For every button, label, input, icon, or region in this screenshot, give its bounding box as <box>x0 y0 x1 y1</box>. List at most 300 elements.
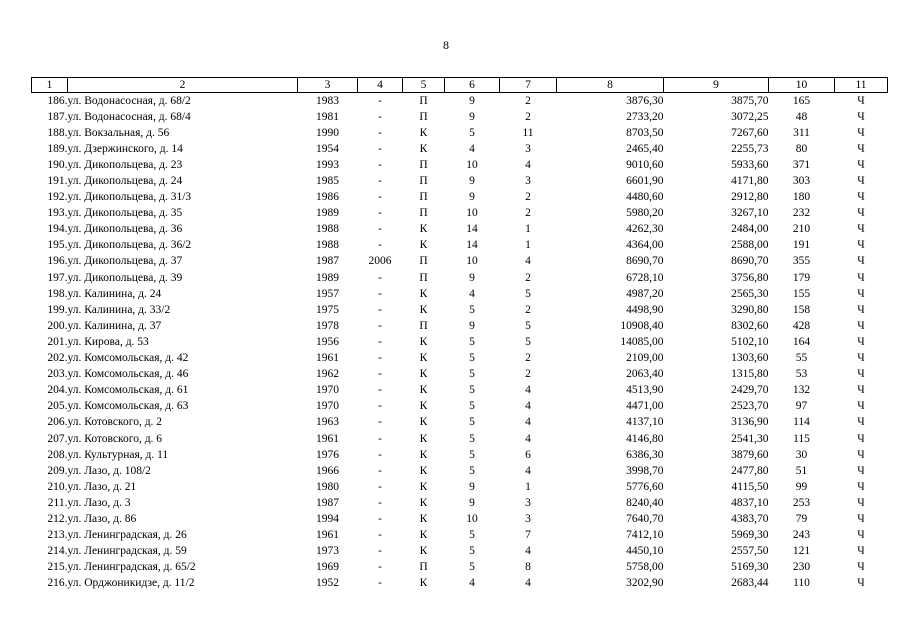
ownership-cell: Ч <box>857 464 865 477</box>
residents-cell: 53 <box>795 368 808 381</box>
year-renovated-cell: - <box>378 432 382 445</box>
floors-cell: 5 <box>469 464 475 477</box>
row-number-cell: 206. <box>47 416 68 429</box>
wall-material-cell: К <box>419 432 428 445</box>
entrances-cell: 5 <box>525 335 531 348</box>
header-row <box>32 78 888 93</box>
residents-cell: 110 <box>793 577 810 590</box>
wall-material-cell: К <box>419 416 428 429</box>
year-renovated-cell: - <box>378 384 382 397</box>
ownership-cell: Ч <box>857 384 865 397</box>
residents-cell: 121 <box>792 545 811 558</box>
column-header: 11 <box>835 78 888 93</box>
table-row <box>32 270 888 286</box>
address-cell: ул. Ленинградская, д. 65/2 <box>67 561 196 574</box>
living-area-cell: 8302,60 <box>731 319 769 332</box>
address-cell: ул. Комсомольская, д. 63 <box>67 400 189 413</box>
residents-cell: 165 <box>792 94 811 107</box>
year-built-cell: 1957 <box>316 287 339 300</box>
floors-cell: 5 <box>469 545 475 558</box>
ownership-cell: Ч <box>857 158 865 171</box>
address-cell: ул. Дикопольцева, д. 36 <box>67 223 183 236</box>
table-row <box>32 238 888 254</box>
year-built-cell: 1993 <box>316 158 339 171</box>
residents-cell: 115 <box>793 432 810 445</box>
floors-cell: 5 <box>469 400 475 413</box>
table-row <box>32 415 888 431</box>
wall-material-cell: К <box>419 545 428 558</box>
entrances-cell: 4 <box>525 255 531 268</box>
year-renovated-cell: - <box>378 561 382 574</box>
table-row <box>32 495 888 511</box>
ownership-cell: Ч <box>857 126 865 139</box>
table-row <box>32 334 888 350</box>
wall-material-cell: П <box>419 207 428 220</box>
entrances-cell: 2 <box>525 207 531 220</box>
address-cell: ул. Культурная, д. 11 <box>67 448 169 461</box>
entrances-cell: 2 <box>525 352 531 365</box>
address-cell: ул. Лазо, д. 3 <box>67 496 131 509</box>
living-area-cell: 5969,30 <box>731 529 769 542</box>
address-cell: ул. Калинина, д. 37 <box>67 319 162 332</box>
row-number-cell: 192. <box>47 191 68 204</box>
table-row <box>32 190 888 206</box>
year-built-cell: 1985 <box>316 175 339 188</box>
ownership-cell: Ч <box>857 448 865 461</box>
total-area-cell: 5758,00 <box>626 561 664 574</box>
row-number-cell: 211. <box>47 496 68 509</box>
year-renovated-cell: - <box>378 352 382 365</box>
floors-cell: 9 <box>469 191 475 204</box>
living-area-cell: 2255,73 <box>731 142 769 155</box>
year-renovated-cell: - <box>378 319 382 332</box>
year-built-cell: 1989 <box>316 207 339 220</box>
year-renovated-cell: - <box>378 545 382 558</box>
table-row <box>32 576 888 592</box>
living-area-cell: 2557,50 <box>731 545 769 558</box>
wall-material-cell: К <box>419 464 428 477</box>
address-cell: ул. Дикопольцева, д. 39 <box>67 271 183 284</box>
residents-cell: 158 <box>792 303 811 316</box>
entrances-cell: 2 <box>525 271 531 284</box>
residents-cell: 191 <box>792 239 811 252</box>
living-area-cell: 8690,70 <box>731 255 769 268</box>
total-area-cell: 4262,30 <box>626 223 664 236</box>
address-cell: ул. Дикопольцева, д. 24 <box>67 175 183 188</box>
total-area-cell: 7412,10 <box>626 529 664 542</box>
entrances-cell: 6 <box>525 448 531 461</box>
floors-cell: 9 <box>469 319 475 332</box>
ownership-cell: Ч <box>857 303 865 316</box>
floors-cell: 10 <box>466 158 478 171</box>
floors-cell: 5 <box>469 448 475 461</box>
row-number-cell: 200. <box>47 319 68 332</box>
table-row <box>32 544 888 560</box>
entrances-cell: 1 <box>525 223 531 236</box>
total-area-cell: 2063,40 <box>626 368 664 381</box>
year-built-cell: 1981 <box>316 110 339 123</box>
floors-cell: 9 <box>469 271 475 284</box>
ownership-cell: Ч <box>857 335 865 348</box>
entrances-cell: 4 <box>525 416 531 429</box>
table-row <box>32 157 888 173</box>
address-cell: ул. Орджоникидзе, д. 11/2 <box>67 577 195 590</box>
address-cell: ул. Дикопольцева, д. 37 <box>67 255 183 268</box>
address-cell: ул. Котовского, д. 6 <box>67 432 163 445</box>
living-area-cell: 4837,10 <box>731 496 769 509</box>
table-row <box>32 479 888 495</box>
residents-cell: 428 <box>792 319 811 332</box>
entrances-cell: 1 <box>525 480 531 493</box>
table-row <box>32 560 888 576</box>
year-built-cell: 1988 <box>316 239 339 252</box>
living-area-cell: 2477,80 <box>731 464 769 477</box>
row-number-cell: 210. <box>47 480 68 493</box>
wall-material-cell: К <box>419 529 428 542</box>
residents-cell: 80 <box>795 142 808 155</box>
ownership-cell: Ч <box>857 142 865 155</box>
residents-cell: 164 <box>792 335 811 348</box>
total-area-cell: 4480,60 <box>626 191 664 204</box>
living-area-cell: 2523,70 <box>731 400 769 413</box>
year-built-cell: 1970 <box>316 384 339 397</box>
wall-material-cell: К <box>419 303 428 316</box>
address-cell: ул. Комсомольская, д. 61 <box>67 384 189 397</box>
table-row <box>32 222 888 238</box>
entrances-cell: 3 <box>525 175 531 188</box>
year-built-cell: 1973 <box>316 545 339 558</box>
floors-cell: 5 <box>469 416 475 429</box>
table-row <box>32 318 888 334</box>
address-cell: ул. Дикопольцева, д. 23 <box>67 158 183 171</box>
year-renovated-cell: - <box>378 110 382 123</box>
row-number-cell: 212. <box>47 512 68 525</box>
year-built-cell: 1978 <box>316 319 339 332</box>
living-area-cell: 2683,44 <box>731 577 769 590</box>
entrances-cell: 4 <box>525 158 531 171</box>
total-area-cell: 4364,00 <box>626 239 664 252</box>
year-built-cell: 1970 <box>316 400 339 413</box>
address-cell: ул. Комсомольская, д. 46 <box>67 368 189 381</box>
wall-material-cell: П <box>419 561 428 574</box>
living-area-cell: 2588,00 <box>731 239 769 252</box>
address-cell: ул. Лазо, д. 108/2 <box>67 464 151 477</box>
row-number-cell: 209. <box>47 464 68 477</box>
living-area-cell: 3756,80 <box>731 271 769 284</box>
entrances-cell: 3 <box>525 142 531 155</box>
column-header: 7 <box>500 78 557 93</box>
address-cell: ул. Ленинградская, д. 59 <box>67 545 187 558</box>
row-number-cell: 196. <box>47 255 68 268</box>
floors-cell: 5 <box>469 126 475 139</box>
table-row <box>32 447 888 463</box>
living-area-cell: 4171,80 <box>731 175 769 188</box>
total-area-cell: 4471,00 <box>626 400 664 413</box>
year-renovated-cell: - <box>378 303 382 316</box>
year-renovated-cell: - <box>378 368 382 381</box>
living-area-cell: 3879,60 <box>731 448 769 461</box>
floors-cell: 5 <box>469 368 475 381</box>
table-body <box>32 93 888 592</box>
column-header: 5 <box>403 78 445 93</box>
entrances-cell: 1 <box>525 239 531 252</box>
year-built-cell: 1987 <box>316 255 339 268</box>
table-row <box>32 206 888 222</box>
total-area-cell: 4513,90 <box>626 384 664 397</box>
year-built-cell: 1990 <box>316 126 339 139</box>
ownership-cell: Ч <box>857 271 865 284</box>
living-area-cell: 2912,80 <box>731 191 769 204</box>
year-renovated-cell: - <box>378 239 382 252</box>
address-cell: ул. Дзержинского, д. 14 <box>67 142 183 155</box>
year-renovated-cell: - <box>378 416 382 429</box>
ownership-cell: Ч <box>857 496 865 509</box>
living-area-cell: 7267,60 <box>731 126 769 139</box>
row-number-cell: 202. <box>47 352 68 365</box>
floors-cell: 10 <box>466 255 478 268</box>
table-row <box>32 141 888 157</box>
wall-material-cell: П <box>419 110 428 123</box>
total-area-cell: 8703,50 <box>626 126 664 139</box>
column-header: 3 <box>298 78 358 93</box>
year-renovated-cell: - <box>378 464 382 477</box>
year-built-cell: 1986 <box>316 191 339 204</box>
table-row <box>32 511 888 527</box>
residents-cell: 355 <box>792 255 811 268</box>
year-renovated-cell: - <box>378 448 382 461</box>
address-cell: ул. Ленинградская, д. 26 <box>67 529 187 542</box>
year-renovated-cell: - <box>378 480 382 493</box>
table-row <box>32 431 888 447</box>
floors-cell: 4 <box>469 577 475 590</box>
wall-material-cell: К <box>419 384 428 397</box>
year-renovated-cell: - <box>378 207 382 220</box>
floors-cell: 9 <box>469 175 475 188</box>
year-built-cell: 1976 <box>316 448 339 461</box>
residents-cell: 99 <box>795 480 808 493</box>
row-number-cell: 216. <box>47 577 68 590</box>
floors-cell: 10 <box>466 512 478 525</box>
year-renovated-cell: - <box>378 223 382 236</box>
address-cell: ул. Лазо, д. 86 <box>67 512 137 525</box>
residents-cell: 371 <box>792 158 811 171</box>
year-renovated-cell: - <box>378 512 382 525</box>
year-built-cell: 1961 <box>316 432 339 445</box>
floors-cell: 10 <box>466 207 478 220</box>
total-area-cell: 5980,20 <box>626 207 664 220</box>
floors-cell: 5 <box>469 303 475 316</box>
residents-cell: 79 <box>795 512 808 525</box>
total-area-cell: 2109,00 <box>626 352 664 365</box>
year-built-cell: 1994 <box>316 512 339 525</box>
year-renovated-cell: - <box>378 577 382 590</box>
floors-cell: 5 <box>469 335 475 348</box>
year-renovated-cell: - <box>378 529 382 542</box>
living-area-cell: 4383,70 <box>731 512 769 525</box>
entrances-cell: 4 <box>525 545 531 558</box>
ownership-cell: Ч <box>857 416 865 429</box>
living-area-cell: 2429,70 <box>731 384 769 397</box>
row-number-cell: 208. <box>47 448 68 461</box>
floors-cell: 9 <box>469 94 475 107</box>
address-cell: ул. Вокзальная, д. 56 <box>67 126 170 139</box>
year-built-cell: 1988 <box>316 223 339 236</box>
table-row <box>32 173 888 189</box>
year-built-cell: 1963 <box>316 416 339 429</box>
living-area-cell: 2541,30 <box>731 432 769 445</box>
year-built-cell: 1961 <box>316 352 339 365</box>
residents-cell: 303 <box>792 175 811 188</box>
year-built-cell: 1987 <box>316 496 339 509</box>
total-area-cell: 3998,70 <box>626 464 664 477</box>
total-area-cell: 3876,30 <box>626 94 664 107</box>
ownership-cell: Ч <box>857 400 865 413</box>
year-built-cell: 1966 <box>316 464 339 477</box>
wall-material-cell: П <box>419 255 428 268</box>
ownership-cell: Ч <box>857 352 865 365</box>
housing-registry-table <box>31 77 888 592</box>
floors-cell: 5 <box>469 432 475 445</box>
wall-material-cell: К <box>419 577 428 590</box>
wall-material-cell: К <box>419 512 428 525</box>
entrances-cell: 2 <box>525 110 531 123</box>
year-built-cell: 1980 <box>316 480 339 493</box>
column-header: 4 <box>358 78 403 93</box>
entrances-cell: 4 <box>525 432 531 445</box>
year-built-cell: 1983 <box>316 94 339 107</box>
year-renovated-cell: - <box>378 400 382 413</box>
entrances-cell: 11 <box>522 126 534 139</box>
row-number-cell: 198. <box>47 287 68 300</box>
entrances-cell: 8 <box>525 561 531 574</box>
total-area-cell: 6728,10 <box>626 271 664 284</box>
total-area-cell: 6386,30 <box>626 448 664 461</box>
table-row <box>32 125 888 141</box>
residents-cell: 97 <box>795 400 808 413</box>
living-area-cell: 4115,50 <box>731 480 769 493</box>
total-area-cell: 5776,60 <box>626 480 664 493</box>
row-number-cell: 214. <box>47 545 68 558</box>
row-number-cell: 187. <box>47 110 68 123</box>
year-renovated-cell: - <box>378 191 382 204</box>
ownership-cell: Ч <box>857 319 865 332</box>
residents-cell: 48 <box>795 110 808 123</box>
entrances-cell: 4 <box>525 464 531 477</box>
residents-cell: 132 <box>792 384 811 397</box>
residents-cell: 179 <box>792 271 811 284</box>
total-area-cell: 2733,20 <box>626 110 664 123</box>
address-cell: ул. Калинина, д. 33/2 <box>67 303 171 316</box>
row-number-cell: 201. <box>47 335 68 348</box>
living-area-cell: 5933,60 <box>731 158 769 171</box>
year-built-cell: 1961 <box>316 529 339 542</box>
ownership-cell: Ч <box>857 287 865 300</box>
ownership-cell: Ч <box>857 545 865 558</box>
entrances-cell: 2 <box>525 94 531 107</box>
total-area-cell: 4146,80 <box>626 432 664 445</box>
wall-material-cell: К <box>419 126 428 139</box>
residents-cell: 155 <box>792 287 811 300</box>
row-number-cell: 205. <box>47 400 68 413</box>
table-row <box>32 286 888 302</box>
table-row <box>32 351 888 367</box>
column-header: 6 <box>445 78 500 93</box>
year-renovated-cell: - <box>378 158 382 171</box>
ownership-cell: Ч <box>857 175 865 188</box>
living-area-cell: 1315,80 <box>731 368 769 381</box>
living-area-cell: 5169,30 <box>731 561 769 574</box>
floors-cell: 5 <box>469 352 475 365</box>
wall-material-cell: К <box>419 239 428 252</box>
ownership-cell: Ч <box>857 255 865 268</box>
wall-material-cell: П <box>419 271 428 284</box>
year-renovated-cell: - <box>378 126 382 139</box>
residents-cell: 243 <box>792 529 811 542</box>
address-cell: ул. Комсомольская, д. 42 <box>67 352 189 365</box>
living-area-cell: 3267,10 <box>731 207 769 220</box>
year-renovated-cell: - <box>378 175 382 188</box>
address-cell: ул. Дикопольцева, д. 31/3 <box>67 191 192 204</box>
residents-cell: 30 <box>795 448 808 461</box>
ownership-cell: Ч <box>857 223 865 236</box>
wall-material-cell: П <box>419 191 428 204</box>
year-renovated-cell: - <box>378 287 382 300</box>
total-area-cell: 8690,70 <box>626 255 664 268</box>
row-number-cell: 191. <box>47 175 68 188</box>
row-number-cell: 189. <box>47 142 68 155</box>
column-header: 1 <box>32 78 68 93</box>
ownership-cell: Ч <box>857 207 865 220</box>
total-area-cell: 4987,20 <box>626 287 664 300</box>
entrances-cell: 4 <box>525 577 531 590</box>
table-row <box>32 463 888 479</box>
column-header: 9 <box>664 78 769 93</box>
wall-material-cell: К <box>419 335 428 348</box>
year-built-cell: 1962 <box>316 368 339 381</box>
total-area-cell: 7640,70 <box>626 512 664 525</box>
row-number-cell: 199. <box>47 303 68 316</box>
table-row <box>32 254 888 270</box>
entrances-cell: 5 <box>525 319 531 332</box>
residents-cell: 210 <box>792 223 811 236</box>
floors-cell: 5 <box>469 529 475 542</box>
entrances-cell: 7 <box>525 529 531 542</box>
table-row <box>32 399 888 415</box>
row-number-cell: 186. <box>47 94 68 107</box>
residents-cell: 55 <box>795 352 808 365</box>
total-area-cell: 6601,90 <box>626 175 664 188</box>
ownership-cell: Ч <box>857 368 865 381</box>
wall-material-cell: К <box>419 496 428 509</box>
ownership-cell: Ч <box>857 94 865 107</box>
row-number-cell: 188. <box>47 126 68 139</box>
address-cell: ул. Кирова, д. 53 <box>67 335 149 348</box>
column-header: 2 <box>68 78 298 93</box>
ownership-cell: Ч <box>857 191 865 204</box>
page-number: 8 <box>443 38 449 52</box>
table-row <box>32 302 888 318</box>
address-cell: ул. Котовского, д. 2 <box>67 416 163 429</box>
row-number-cell: 197. <box>47 271 68 284</box>
residents-cell: 232 <box>792 207 811 220</box>
wall-material-cell: К <box>419 223 428 236</box>
wall-material-cell: К <box>419 448 428 461</box>
wall-material-cell: П <box>419 94 428 107</box>
year-built-cell: 1952 <box>316 577 339 590</box>
living-area-cell: 5102,10 <box>731 335 769 348</box>
entrances-cell: 2 <box>525 191 531 204</box>
wall-material-cell: П <box>419 158 428 171</box>
